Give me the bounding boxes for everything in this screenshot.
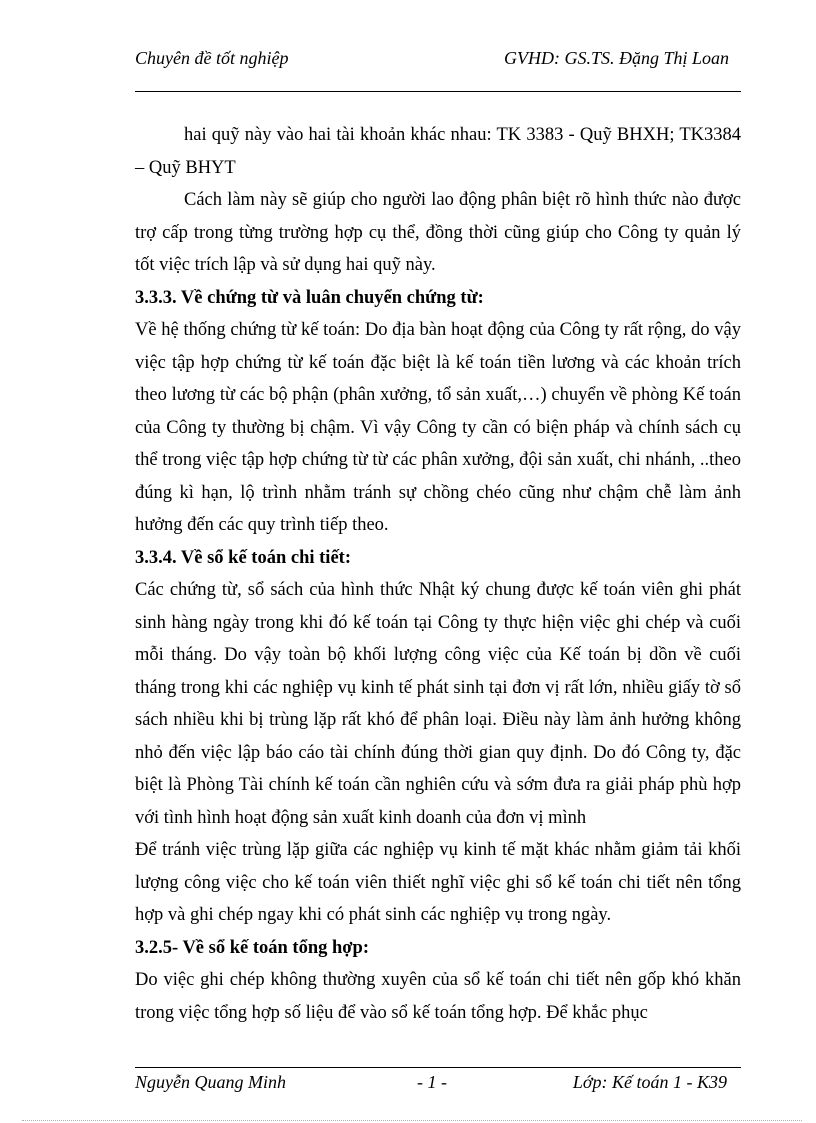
footer-rule: [135, 1067, 741, 1068]
paragraph: Các chứng từ, sổ sách của hình thức Nhật ký chung được kế toán viên ghi phát sinh hàng ngày trong khi đó kế toán tại Công ty thực hiện việc ghi chép và cuối mỗi tháng. Do vậy toàn bộ khối lượng công việc của Kế toán bị dồn về cuối tháng trong khi các nghiệp vụ kinh tế phát sinh tại đơn vị rất lớn, nhiều giấy tờ sổ sách nhiều khi bị trùng lặp rất khó để phân loại. Điều này làm ảnh hưởng không nhỏ đến việc lập báo cáo tài chính đúng thời gian quy định. Do đó Công ty, đặc biệt là Phòng Tài chính kế toán cần nghiên cứu và sớm đưa ra giải pháp phù hợp với tình hình hoạt động sản xuất kinh doanh của đơn vị mình: [135, 580, 741, 828]
section-heading: 3.3.4. Về sổ kế toán chi tiết:: [135, 547, 351, 568]
paragraph: Cách làm này sẽ giúp cho người lao động phân biệt rõ hình thức nào được trợ cấp trong từng trường hợp cụ thể, đồng thời cũng giúp cho Công ty quản lý tốt việc trích lập và sử dụng hai quỹ này.: [135, 190, 741, 275]
header-left-text: Chuyên đề tốt nghiệp: [135, 48, 289, 68]
paragraph: Do việc ghi chép không thường xuyên của sổ kế toán chi tiết nên gốp khó khăn trong việc tổng hợp số liệu để vào sổ kế toán tổng hợp. Để khắc phục: [135, 970, 741, 1023]
header-right-text: GVHD: GS.TS. Đặng Thị Loan: [503, 48, 729, 68]
page-edge-divider: [22, 1120, 802, 1121]
page-header: [135, 48, 741, 76]
paragraph: hai quỹ này vào hai tài khoản khác nhau: TK 3383 - Quỹ BHXH; TK3384 – Quỹ BHYT: [135, 125, 741, 178]
page-number: - 1 -: [417, 1072, 447, 1092]
paragraph: Về hệ thống chứng từ kế toán: Do địa bàn hoạt động của Công ty rất rộng, do vậy việc tập hợp chứng từ kế toán đặc biệt là kế toán tiền lương và các khoản trích theo lương từ các bộ phận (phân xưởng, tổ sản xuất,…) chuyển về phòng Kế toán của Công ty thường bị chậm. Vì vậy Công ty cần có biện pháp và chính sách cụ thể trong việc tập hợp chứng từ từ các phân xưởng, đội sản xuất, chi nhánh, ..theo đúng kì hạn, lộ trình nhằm tránh sự chồng chéo cũng như chậm chễ làm ảnh hưởng đến các quy trình tiếp theo.: [135, 320, 741, 535]
paragraph: Để tránh việc trùng lặp giữa các nghiệp vụ kinh tế mặt khác nhằm giảm tải khối lượng công việc cho kế toán viên thiết nghĩ việc ghi sổ kế toán chi tiết nên tổng hợp và ghi chép ngay khi có phát sinh các nghiệp vụ trong ngày.: [135, 840, 741, 925]
section-heading: 3.2.5- Về sổ kế toán tổng hợp:: [135, 937, 369, 958]
header-rule: [135, 91, 741, 92]
footer-author: Nguyễn Quang Minh: [135, 1072, 286, 1092]
section-heading: 3.3.3. Về chứng từ và luân chuyển chứng từ:: [135, 287, 484, 308]
document-body: [135, 119, 741, 1029]
page-footer: [135, 1072, 741, 1098]
footer-class: Lớp: Kế toán 1 - K39: [572, 1072, 727, 1092]
